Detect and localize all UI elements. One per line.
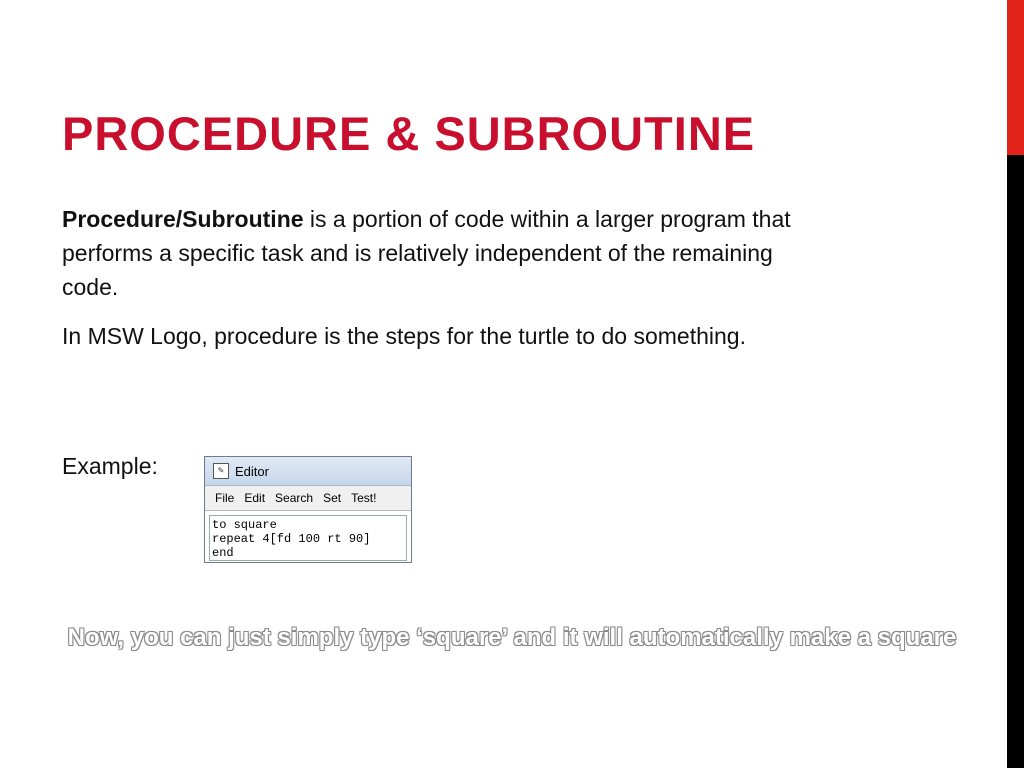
msw-logo-paragraph: In MSW Logo, procedure is the steps for the turtle to do something.: [62, 323, 746, 349]
sidebar-black-bar: [1007, 155, 1024, 768]
menu-search: Search: [275, 491, 314, 505]
code-line: to square: [212, 518, 277, 532]
menu-set: Set: [323, 491, 342, 505]
editor-window-screenshot: [204, 456, 412, 563]
definition-text: is a portion of code within a larger program that performs a specific task and is relatively independent of the remaining code.: [62, 206, 791, 300]
code-line: repeat 4[fd 100 rt 90]: [212, 532, 371, 546]
slide-title: PROCEDURE & SUBROUTINE: [62, 107, 756, 160]
definition-term: Procedure/Subroutine: [62, 206, 304, 232]
code-line: end: [212, 546, 234, 560]
caption-text: Now, you can just simply type ‘square’ and it will automatically make a square: [67, 624, 957, 651]
editor-title: Editor: [235, 463, 269, 479]
menu-file: File: [215, 491, 235, 505]
editor-code-area: [209, 515, 407, 561]
menu-edit: Edit: [244, 491, 266, 505]
slide-body: [62, 202, 822, 353]
sidebar-red-bar: [1007, 0, 1024, 155]
editor-titlebar: [205, 457, 411, 486]
editor-menubar: [205, 486, 411, 511]
editor-app-icon: ✎: [213, 463, 229, 479]
example-label: Example:: [62, 453, 158, 479]
definition-paragraph: [62, 202, 822, 304]
menu-test: Test!: [351, 491, 377, 505]
